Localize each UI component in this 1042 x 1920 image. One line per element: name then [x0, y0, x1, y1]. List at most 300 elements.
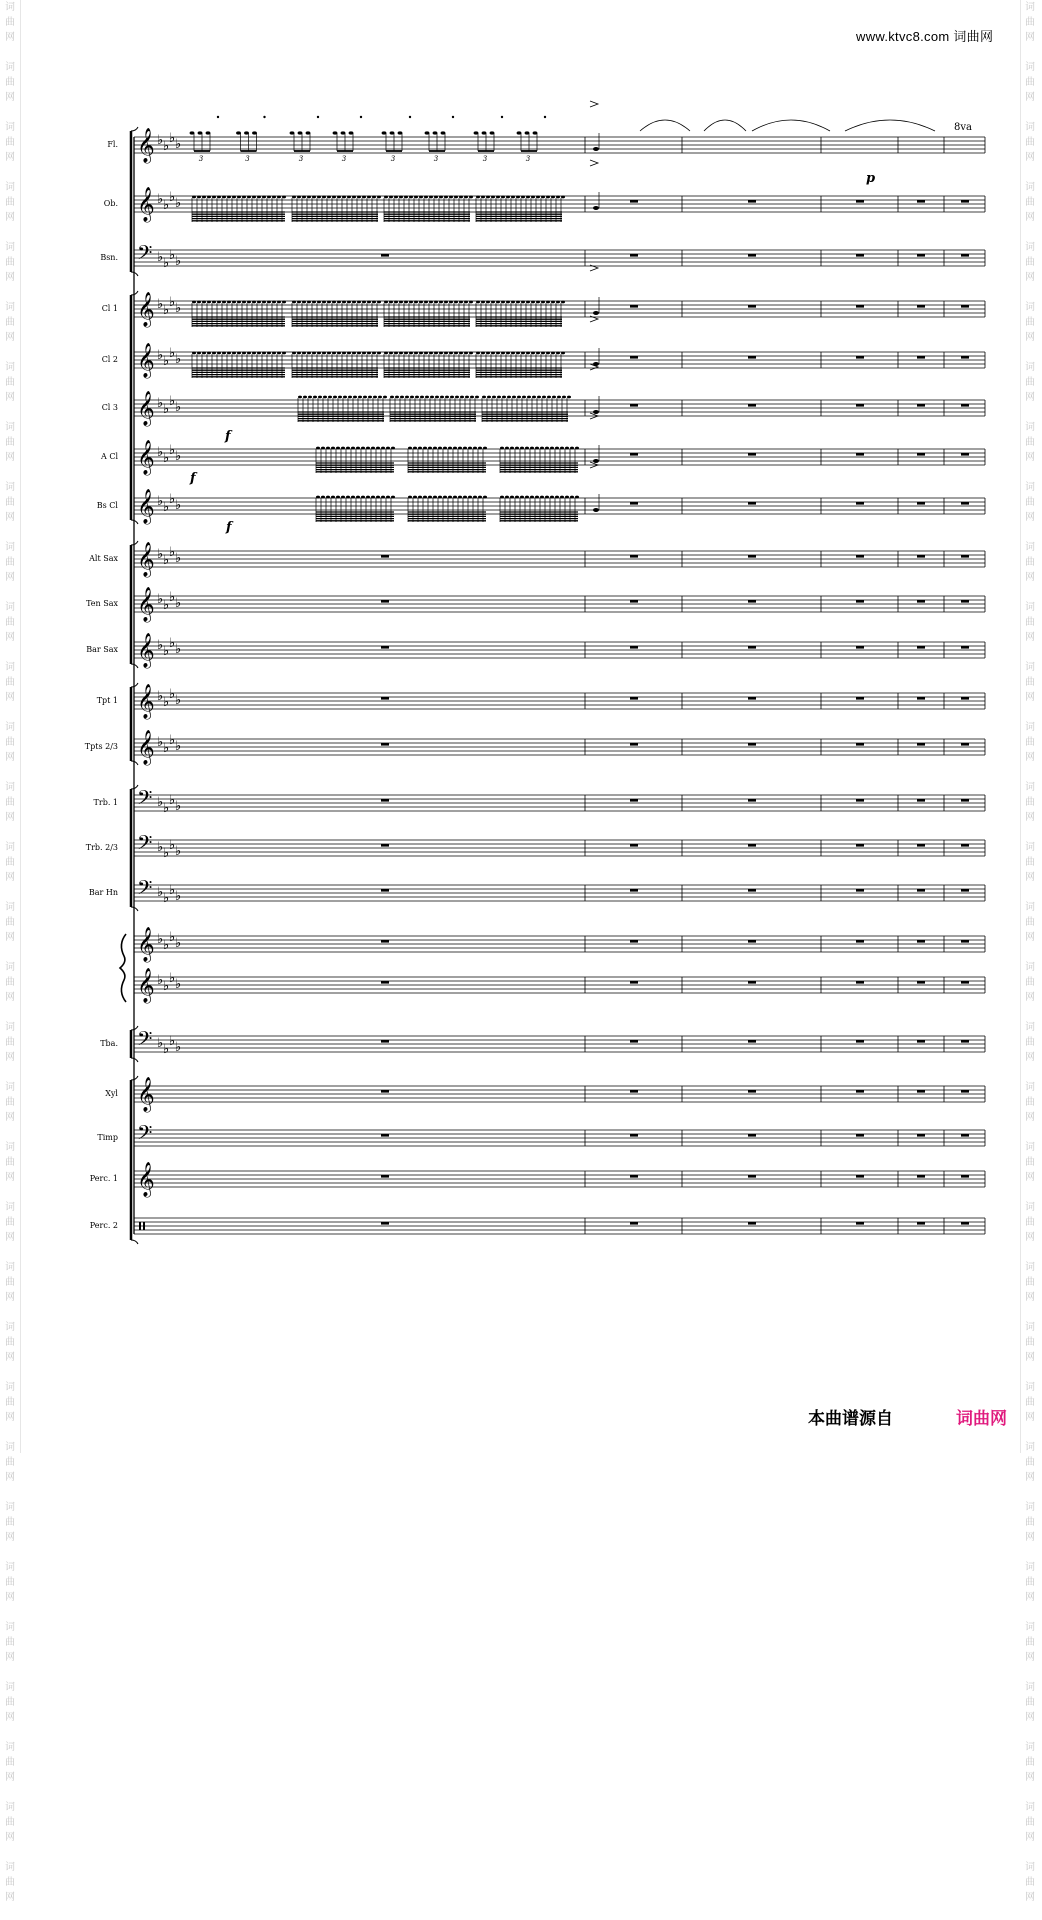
whole-rest [381, 1175, 389, 1178]
tremolo-notehead [272, 352, 276, 355]
tremolo-notehead [486, 196, 490, 199]
watermark-char: 词 [5, 1622, 15, 1633]
flat-icon: ♭ [169, 190, 176, 205]
tremolo-notehead [362, 196, 366, 199]
tremolo-notehead [333, 396, 337, 399]
tremolo-notehead [352, 352, 356, 355]
triplet-number: 3 [245, 155, 250, 163]
tremolo-notehead [343, 396, 347, 399]
watermark-char: 曲 [1025, 977, 1035, 988]
tremolo-notehead [481, 301, 485, 304]
watermark-char: 网 [5, 1772, 15, 1783]
tremolo-notehead [434, 301, 438, 304]
flat-icon: ♭ [169, 492, 176, 507]
whole-rest [917, 1090, 925, 1093]
tremolo-notehead [438, 447, 442, 450]
watermark-char: 曲 [1025, 797, 1035, 808]
whole-rest [917, 1040, 925, 1043]
tremolo-notehead [448, 447, 452, 450]
whole-rest [381, 940, 389, 943]
whole-rest [856, 646, 864, 649]
watermark-char: 曲 [5, 137, 15, 148]
flat-icon: ♭ [175, 693, 182, 708]
whole-rest [381, 981, 389, 984]
treble-clef-icon: 𝄞 [137, 968, 155, 1003]
tremolo-notehead [521, 196, 525, 199]
tremolo-notehead [207, 301, 211, 304]
flat-icon: ♭ [157, 445, 164, 460]
flat-icon: ♭ [175, 449, 182, 464]
flat-icon: ♭ [169, 733, 176, 748]
tremolo-notehead [232, 352, 236, 355]
tremolo-notehead [496, 301, 500, 304]
instrument-label: Fl. [107, 140, 118, 149]
instrument-label: Bsn. [100, 253, 118, 262]
tremolo-notehead [342, 301, 346, 304]
tremolo-notehead [562, 396, 566, 399]
tremolo-notehead [389, 196, 393, 199]
watermark-char: 曲 [5, 17, 15, 28]
instrument-label: Tpt 1 [96, 696, 118, 705]
flat-icon: ♭ [169, 295, 176, 310]
whole-rest [917, 844, 925, 847]
flat-icon: ♭ [163, 553, 170, 568]
tremolo-notehead [439, 196, 443, 199]
tremolo-notehead [307, 301, 311, 304]
watermark-char: 网 [1025, 1592, 1035, 1603]
whole-rest [630, 646, 638, 649]
staccato-dot [263, 116, 265, 118]
tremolo-notehead [561, 352, 565, 355]
eighth-notehead [593, 311, 599, 315]
tremolo-notehead [555, 447, 559, 450]
watermark-char: 词 [5, 2, 15, 13]
flat-icon: ♭ [169, 131, 176, 146]
tremolo-notehead [525, 447, 529, 450]
tremolo-notehead [357, 301, 361, 304]
whole-rest [961, 404, 969, 407]
flat-icon: ♭ [157, 396, 164, 411]
treble-clef-icon: 𝄞 [137, 1077, 155, 1112]
watermark-char: 网 [1025, 152, 1035, 163]
whole-rest [856, 1090, 864, 1093]
watermark-char: 词 [1025, 1442, 1035, 1453]
flat-icon: ♭ [163, 354, 170, 369]
watermark-char: 网 [1025, 212, 1035, 223]
tremolo-notehead [352, 196, 356, 199]
whole-rest [630, 555, 638, 558]
flat-icon: ♭ [157, 795, 164, 810]
tremolo-notehead [297, 301, 301, 304]
flat-icon: ♭ [157, 689, 164, 704]
tremolo-notehead [458, 496, 462, 499]
watermark-char: 网 [5, 692, 15, 703]
treble-clef-icon: 𝄞 [137, 1162, 155, 1197]
flat-icon: ♭ [163, 198, 170, 213]
tremolo-notehead [337, 196, 341, 199]
tremolo-notehead [547, 396, 551, 399]
watermark-char: 曲 [1025, 197, 1035, 208]
tremolo-notehead [473, 496, 477, 499]
watermark-char: 曲 [1025, 1757, 1035, 1768]
tremolo-notehead [377, 196, 381, 199]
flat-icon: ♭ [169, 248, 176, 263]
tremolo-notehead [307, 196, 311, 199]
eighth-notehead [593, 147, 599, 151]
tremolo-notehead [567, 396, 571, 399]
flat-icon: ♭ [169, 687, 176, 702]
flat-icon: ♭ [163, 139, 170, 154]
tremolo-notehead [525, 496, 529, 499]
tremolo-notehead [526, 352, 530, 355]
tremolo-notehead [366, 496, 370, 499]
instrument-label: A Cl [101, 452, 118, 461]
watermark-char: 网 [5, 452, 15, 463]
instrument-label: Cl 3 [101, 403, 118, 412]
tremolo-notehead [282, 352, 286, 355]
watermark-char: 词 [5, 122, 15, 133]
watermark-char: 网 [1025, 392, 1035, 403]
tremolo-notehead [352, 301, 356, 304]
tremolo-notehead [318, 396, 322, 399]
watermark-char: 曲 [1025, 497, 1035, 508]
watermark-char: 曲 [5, 1577, 15, 1588]
tremolo-notehead [399, 196, 403, 199]
dynamic-marking: p [866, 171, 876, 186]
tremolo-notehead [443, 496, 447, 499]
tremolo-notehead [257, 352, 261, 355]
tremolo-notehead [227, 352, 231, 355]
watermark-char: 曲 [5, 317, 15, 328]
site-url[interactable]: www.ktvc8.com 词曲网 [856, 29, 994, 44]
tremolo-notehead [428, 447, 432, 450]
tremolo-notehead [277, 196, 281, 199]
flat-icon: ♭ [157, 547, 164, 562]
tremolo-notehead [404, 352, 408, 355]
whole-rest [961, 743, 969, 746]
tremolo-notehead [545, 496, 549, 499]
whole-rest [630, 844, 638, 847]
tremolo-notehead [546, 352, 550, 355]
dynamic-marking: f [190, 471, 196, 486]
watermark-char: 网 [1025, 752, 1035, 763]
flat-icon: ♭ [175, 1040, 182, 1055]
tremolo-notehead [473, 447, 477, 450]
tremolo-notehead [316, 496, 320, 499]
tremolo-notehead [517, 396, 521, 399]
eighth-notehead [593, 508, 599, 512]
tremolo-notehead [470, 396, 474, 399]
whole-rest [381, 844, 389, 847]
whole-rest [856, 356, 864, 359]
flat-icon: ♭ [163, 979, 170, 994]
watermark-char: 词 [5, 1562, 15, 1573]
flat-icon: ♭ [175, 596, 182, 611]
whole-rest [856, 254, 864, 257]
whole-rest [961, 1090, 969, 1093]
footer-source-text: 本曲谱源自 [808, 1409, 893, 1429]
whole-rest [748, 200, 756, 203]
footer-logo[interactable]: 词曲网 [956, 1409, 1007, 1429]
tremolo-notehead [468, 496, 472, 499]
tremolo-notehead [535, 496, 539, 499]
watermark-char: 词 [5, 1382, 15, 1393]
whole-rest [748, 356, 756, 359]
tremolo-notehead [550, 496, 554, 499]
whole-rest [630, 356, 638, 359]
tremolo-notehead [482, 396, 486, 399]
tremolo-notehead [222, 301, 226, 304]
whole-rest [630, 502, 638, 505]
watermark-char: 曲 [5, 1037, 15, 1048]
watermark-char: 曲 [1025, 1577, 1035, 1588]
tremolo-notehead [536, 352, 540, 355]
watermark-char: 词 [5, 482, 15, 493]
tremolo-notehead [378, 396, 382, 399]
tremolo-notehead [459, 301, 463, 304]
watermark-char: 曲 [5, 1757, 15, 1768]
watermark-char: 网 [5, 1052, 15, 1063]
instrument-label: Perc. 2 [89, 1221, 118, 1230]
whole-rest [961, 254, 969, 257]
watermark-char: 词 [1025, 842, 1035, 853]
tremolo-notehead [531, 196, 535, 199]
tremolo-notehead [313, 396, 317, 399]
whole-rest [748, 254, 756, 257]
tremolo-notehead [487, 396, 491, 399]
watermark-char: 网 [5, 1232, 15, 1243]
tremolo-notehead [356, 447, 360, 450]
whole-rest [961, 799, 969, 802]
whole-rest [630, 254, 638, 257]
instrument-label: Trb. 1 [93, 798, 118, 807]
tremolo-notehead [399, 301, 403, 304]
watermark-char: 网 [5, 152, 15, 163]
flat-icon: ♭ [175, 844, 182, 859]
tremolo-notehead [302, 301, 306, 304]
tremolo-notehead [363, 396, 367, 399]
tremolo-notehead [459, 196, 463, 199]
tremolo-notehead [476, 352, 480, 355]
flat-icon: ♭ [175, 799, 182, 814]
slur [845, 120, 935, 131]
tremolo-notehead [526, 301, 530, 304]
tremolo-notehead [202, 352, 206, 355]
watermark-char: 曲 [5, 1457, 15, 1468]
watermark-char: 曲 [1025, 677, 1035, 688]
tremolo-notehead [546, 196, 550, 199]
tremolo-notehead [267, 301, 271, 304]
tremolo-notehead [342, 352, 346, 355]
watermark-char: 网 [5, 512, 15, 523]
instrument-label: Tba. [100, 1039, 118, 1048]
tremolo-notehead [435, 396, 439, 399]
whole-rest [856, 404, 864, 407]
tremolo-notehead [197, 301, 201, 304]
triplet-number: 3 [525, 155, 531, 163]
tremolo-notehead [409, 196, 413, 199]
treble-clef-icon: 𝄞 [137, 633, 155, 668]
tremolo-notehead [510, 447, 514, 450]
tremolo-notehead [390, 396, 394, 399]
flat-icon: ♭ [163, 256, 170, 271]
tremolo-notehead [536, 301, 540, 304]
flat-icon: ♭ [163, 846, 170, 861]
watermark-char: 曲 [5, 1397, 15, 1408]
tremolo-notehead [252, 352, 256, 355]
tremolo-notehead [453, 447, 457, 450]
flat-icon: ♭ [175, 196, 182, 211]
whole-rest [748, 1134, 756, 1137]
tremolo-notehead [327, 196, 331, 199]
whole-rest [917, 305, 925, 308]
whole-rest [961, 1222, 969, 1225]
tremolo-notehead [362, 301, 366, 304]
instrument-label: Ob. [103, 199, 118, 208]
whole-rest [856, 844, 864, 847]
tremolo-notehead [531, 301, 535, 304]
tremolo-notehead [510, 496, 514, 499]
whole-rest [917, 1222, 925, 1225]
tremolo-notehead [337, 352, 341, 355]
flat-icon: ♭ [157, 348, 164, 363]
triplet-number: 3 [198, 155, 204, 163]
whole-rest [917, 981, 925, 984]
tremolo-notehead [366, 447, 370, 450]
tremolo-notehead [391, 496, 395, 499]
tremolo-notehead [303, 396, 307, 399]
flat-icon: ♭ [175, 551, 182, 566]
tremolo-notehead [404, 196, 408, 199]
whole-rest [381, 1090, 389, 1093]
watermark-char: 网 [1025, 692, 1035, 703]
tremolo-notehead [409, 352, 413, 355]
watermark-char: 网 [1025, 1352, 1035, 1363]
flat-icon: ♭ [169, 636, 176, 651]
tremolo-notehead [372, 352, 376, 355]
tremolo-notehead [575, 447, 579, 450]
whole-rest [961, 889, 969, 892]
watermark-char: 曲 [1025, 917, 1035, 928]
watermark-char: 曲 [5, 797, 15, 808]
percussion-clef-icon [143, 1222, 145, 1230]
tremolo-notehead [521, 301, 525, 304]
tremolo-notehead [332, 352, 336, 355]
watermark-char: 曲 [5, 1157, 15, 1168]
tremolo-notehead [367, 196, 371, 199]
tremolo-notehead [516, 196, 520, 199]
bass-clef-icon: 𝄢 [137, 786, 153, 814]
whole-rest [748, 981, 756, 984]
watermark-char: 网 [5, 1472, 15, 1483]
whole-rest [917, 254, 925, 257]
tremolo-notehead [277, 352, 281, 355]
tremolo-notehead [536, 196, 540, 199]
flat-icon: ♭ [163, 938, 170, 953]
watermark-char: 词 [5, 1082, 15, 1093]
watermark-char: 网 [1025, 872, 1035, 883]
bass-clef-icon: 𝄢 [137, 831, 153, 859]
tremolo-notehead [492, 396, 496, 399]
tremolo-notehead [434, 196, 438, 199]
tremolo-notehead [424, 352, 428, 355]
tremolo-notehead [192, 301, 196, 304]
tremolo-notehead [445, 396, 449, 399]
flat-icon: ♭ [157, 297, 164, 312]
watermark-char: 词 [1025, 62, 1035, 73]
whole-rest [630, 1040, 638, 1043]
instrument-label: Cl 2 [101, 355, 118, 364]
instrument-label: Cl 1 [101, 304, 118, 313]
watermark-char: 曲 [5, 1337, 15, 1348]
tremolo-notehead [292, 301, 296, 304]
flat-icon: ♭ [175, 889, 182, 904]
slur [704, 120, 746, 131]
watermark-char: 曲 [1025, 617, 1035, 628]
tremolo-notehead [317, 196, 321, 199]
tremolo-notehead [537, 396, 541, 399]
watermark-char: 词 [5, 62, 15, 73]
flat-icon: ♭ [163, 1042, 170, 1057]
watermark-char: 网 [5, 1112, 15, 1123]
staccato-dot [409, 116, 411, 118]
watermark-char: 网 [1025, 332, 1035, 343]
tremolo-notehead [459, 352, 463, 355]
tremolo-notehead [341, 496, 345, 499]
tremolo-notehead [297, 196, 301, 199]
tremolo-notehead [361, 496, 365, 499]
watermark-char: 词 [5, 782, 15, 793]
treble-clef-icon: 𝄞 [137, 587, 155, 622]
tremolo-notehead [531, 352, 535, 355]
flat-icon: ♭ [157, 133, 164, 148]
watermark-char: 曲 [1025, 857, 1035, 868]
tremolo-notehead [347, 301, 351, 304]
tremolo-notehead [463, 447, 467, 450]
slur [752, 120, 830, 131]
whole-rest [630, 453, 638, 456]
watermark-char: 词 [1025, 1022, 1035, 1033]
whole-rest [917, 555, 925, 558]
bass-clef-icon: 𝄢 [137, 1121, 153, 1149]
whole-rest [856, 1175, 864, 1178]
watermark-char: 网 [1025, 512, 1035, 523]
whole-rest [961, 940, 969, 943]
tremolo-notehead [372, 196, 376, 199]
watermark-char: 网 [1025, 32, 1035, 43]
tremolo-notehead [429, 196, 433, 199]
flat-icon: ♭ [169, 793, 176, 808]
whole-rest [748, 743, 756, 746]
tremolo-notehead [242, 196, 246, 199]
whole-rest [748, 799, 756, 802]
flat-icon: ♭ [157, 1036, 164, 1051]
tremolo-notehead [326, 496, 330, 499]
whole-rest [856, 600, 864, 603]
watermark-char: 曲 [5, 1637, 15, 1648]
whole-rest [917, 799, 925, 802]
tremolo-notehead [361, 447, 365, 450]
whole-rest [748, 844, 756, 847]
tremolo-notehead [570, 496, 574, 499]
accent-mark [590, 160, 598, 166]
tremolo-notehead [469, 301, 473, 304]
tremolo-notehead [348, 396, 352, 399]
tremolo-notehead [207, 352, 211, 355]
bass-clef-icon: 𝄢 [137, 1027, 153, 1055]
tremolo-notehead [541, 301, 545, 304]
watermark-char: 词 [1025, 1142, 1035, 1153]
